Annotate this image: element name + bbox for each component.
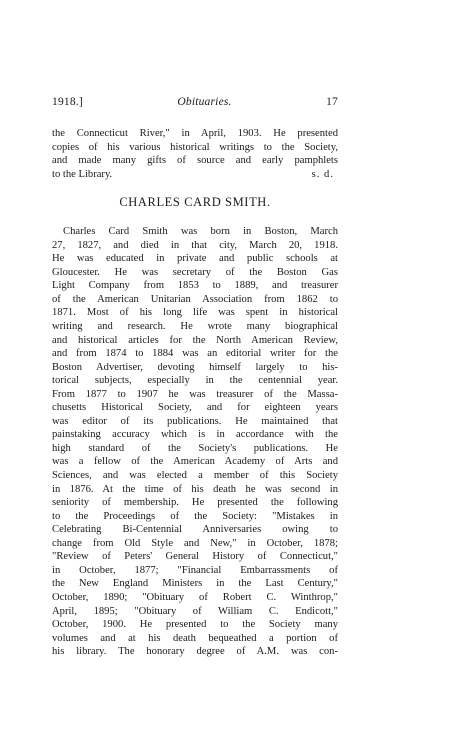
obituary-body: [52, 225, 338, 659]
text-line: to the Library.: [52, 168, 113, 180]
text-line-with-initials: [52, 168, 338, 182]
running-head-title: Obituaries.: [177, 96, 232, 108]
text-line: 1871. Most of his long life was spent in historical: [52, 307, 338, 319]
text-line: and made many gifts of source and early pamphlets: [52, 155, 338, 167]
text-line: high standard of the Society's publications. He: [52, 442, 338, 454]
text-line: was a fellow of the American Academy of Arts and: [52, 456, 338, 468]
text-line: April, 1895; "Obituary of William C. Endicott,": [52, 605, 338, 617]
previous-obituary-ending: [52, 127, 338, 181]
text-line: in October, 1877; "Financial Embarrassments of: [52, 564, 338, 576]
text-line: to the Proceedings of the Society: "Mistakes in: [52, 510, 338, 522]
text-line: torical subjects, especially in the centennial year.: [52, 375, 338, 387]
text-line: October, 1900. He presented to the Society many: [52, 619, 338, 631]
text-line: October, 1890; "Obituary of Robert C. Winthrop,": [52, 591, 338, 603]
text-line: the Connecticut River," in April, 1903. He presented: [52, 128, 338, 139]
text-line: of the American Unitarian Association from 1862 to: [52, 293, 338, 305]
obituary-heading: CHARLES CARD SMITH.: [119, 195, 271, 210]
text-line: Charles Card Smith was born in Boston, March: [63, 226, 338, 238]
text-line: "Review of Peters' General History of Connecticut,": [52, 551, 338, 563]
text-line: and from 1874 to 1884 was an editorial writer for the: [52, 348, 338, 360]
text-line: the New England Ministers in the Last Century,": [52, 578, 338, 590]
text-line: Celebrating Bi-Centennial Anniversaries owing to: [52, 524, 338, 536]
book-page: [52, 96, 338, 659]
text-line: Gloucester. He was secretary of the Boston Gas: [52, 266, 338, 278]
text-line: was editor of its publications. He maintained that: [52, 415, 338, 427]
author-initials: s. d.: [311, 168, 334, 180]
text-line: seniority of membership. He presented the following: [52, 497, 338, 509]
text-line: in 1876. At the time of his death he was second in: [52, 483, 338, 495]
text-line: his library. The honorary degree of A.M. was con-: [52, 646, 338, 658]
text-line: 27, 1827, and died in that city, March 20, 1918.: [52, 239, 338, 251]
text-line: change from Old Style and New," in October, 1878;: [52, 537, 338, 549]
running-head: [52, 96, 338, 116]
text-line: writing and research. He wrote many biographical: [52, 321, 338, 333]
page-number: 17: [326, 96, 338, 108]
text-line: From 1877 to 1907 he was treasurer of the Massa-: [52, 388, 338, 400]
text-line: Sciences, and was elected a member of this Society: [52, 470, 338, 482]
running-head-year: 1918.]: [52, 96, 83, 108]
text-line: painstaking accuracy which is in accordance with the: [52, 429, 338, 441]
text-line: volumes and at his death bequeathed a portion of: [52, 632, 338, 644]
text-line: Light Company from 1853 to 1889, and treasurer: [52, 280, 338, 292]
text-line: chusetts Historical Society, and for eighteen years: [52, 402, 338, 414]
text-line: copies of his various historical writings to the Society,: [52, 141, 338, 153]
text-line: Boston Advertiser, devoting himself largely to his-: [52, 361, 338, 373]
text-line: and historical articles for the North American Review,: [52, 334, 338, 346]
text-line: He was educated in private and public schools at: [52, 253, 338, 265]
